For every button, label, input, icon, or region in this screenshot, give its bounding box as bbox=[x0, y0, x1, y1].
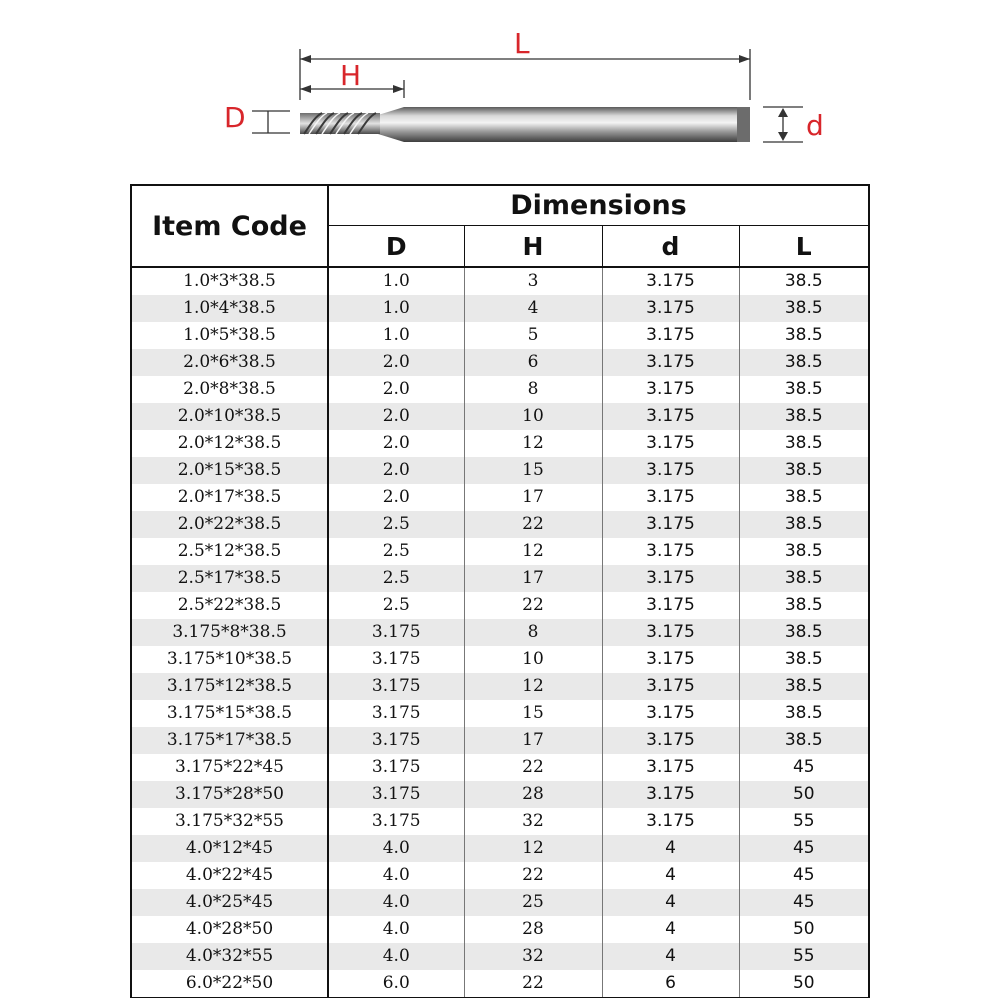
D-cell: 4.0 bbox=[328, 835, 464, 862]
L-cell: 38.5 bbox=[739, 700, 868, 727]
table-row bbox=[132, 538, 868, 565]
H-cell: 15 bbox=[464, 700, 602, 727]
H-cell: 17 bbox=[464, 727, 602, 754]
d-cell: 3.175 bbox=[602, 484, 739, 511]
table-row bbox=[132, 322, 868, 349]
table-row bbox=[132, 619, 868, 646]
table-row bbox=[132, 349, 868, 376]
D-cell: 3.175 bbox=[328, 727, 464, 754]
H-cell: 12 bbox=[464, 430, 602, 457]
cutting-diameter-dimension bbox=[252, 111, 290, 133]
L-cell: 38.5 bbox=[739, 538, 868, 565]
item-code-cell: 2.5*17*38.5 bbox=[132, 565, 328, 592]
item-code-cell: 2.0*8*38.5 bbox=[132, 376, 328, 403]
column-header-H: H bbox=[464, 226, 602, 267]
d-cell: 3.175 bbox=[602, 646, 739, 673]
d-cell: 3.175 bbox=[602, 376, 739, 403]
table-row bbox=[132, 403, 868, 430]
H-cell: 12 bbox=[464, 538, 602, 565]
table-header bbox=[132, 186, 868, 267]
item-code-cell: 3.175*32*55 bbox=[132, 808, 328, 835]
table-row bbox=[132, 430, 868, 457]
L-cell: 50 bbox=[739, 916, 868, 943]
flute-length-label: H bbox=[340, 59, 362, 92]
d-cell: 3.175 bbox=[602, 700, 739, 727]
table-row bbox=[132, 808, 868, 835]
spec-table bbox=[130, 184, 870, 998]
d-cell: 3.175 bbox=[602, 430, 739, 457]
d-cell: 4 bbox=[602, 889, 739, 916]
item-code-cell: 4.0*25*45 bbox=[132, 889, 328, 916]
item-code-cell: 1.0*4*38.5 bbox=[132, 295, 328, 322]
item-code-cell: 2.0*15*38.5 bbox=[132, 457, 328, 484]
d-cell: 3.175 bbox=[602, 808, 739, 835]
table-body bbox=[132, 267, 868, 997]
table-row bbox=[132, 565, 868, 592]
item-code-cell: 3.175*28*50 bbox=[132, 781, 328, 808]
H-cell: 15 bbox=[464, 457, 602, 484]
D-cell: 3.175 bbox=[328, 754, 464, 781]
item-code-cell: 3.175*12*38.5 bbox=[132, 673, 328, 700]
d-cell: 3.175 bbox=[602, 457, 739, 484]
L-cell: 38.5 bbox=[739, 727, 868, 754]
L-cell: 50 bbox=[739, 970, 868, 997]
H-cell: 22 bbox=[464, 511, 602, 538]
d-cell: 3.175 bbox=[602, 267, 739, 295]
L-cell: 38.5 bbox=[739, 592, 868, 619]
D-cell: 3.175 bbox=[328, 808, 464, 835]
H-cell: 22 bbox=[464, 592, 602, 619]
D-cell: 2.0 bbox=[328, 430, 464, 457]
D-cell: 4.0 bbox=[328, 943, 464, 970]
d-cell: 4 bbox=[602, 943, 739, 970]
L-cell: 38.5 bbox=[739, 511, 868, 538]
D-cell: 2.0 bbox=[328, 457, 464, 484]
D-cell: 2.0 bbox=[328, 376, 464, 403]
H-cell: 10 bbox=[464, 646, 602, 673]
table-row bbox=[132, 295, 868, 322]
H-cell: 12 bbox=[464, 835, 602, 862]
d-cell: 3.175 bbox=[602, 403, 739, 430]
D-cell: 1.0 bbox=[328, 295, 464, 322]
d-cell: 3.175 bbox=[602, 754, 739, 781]
item-code-cell: 2.0*22*38.5 bbox=[132, 511, 328, 538]
d-cell: 3.175 bbox=[602, 511, 739, 538]
item-code-cell: 2.0*10*38.5 bbox=[132, 403, 328, 430]
end-mill-tool bbox=[300, 107, 750, 142]
H-cell: 28 bbox=[464, 781, 602, 808]
item-code-cell: 4.0*22*45 bbox=[132, 862, 328, 889]
item-code-cell: 2.0*12*38.5 bbox=[132, 430, 328, 457]
H-cell: 22 bbox=[464, 970, 602, 997]
item-code-cell: 3.175*8*38.5 bbox=[132, 619, 328, 646]
D-cell: 4.0 bbox=[328, 889, 464, 916]
item-code-cell: 1.0*3*38.5 bbox=[132, 267, 328, 295]
H-cell: 8 bbox=[464, 376, 602, 403]
L-cell: 38.5 bbox=[739, 295, 868, 322]
L-cell: 38.5 bbox=[739, 484, 868, 511]
H-cell: 6 bbox=[464, 349, 602, 376]
D-cell: 1.0 bbox=[328, 322, 464, 349]
length-label: L bbox=[514, 27, 530, 60]
table-row bbox=[132, 457, 868, 484]
L-cell: 38.5 bbox=[739, 619, 868, 646]
D-cell: 1.0 bbox=[328, 267, 464, 295]
H-cell: 32 bbox=[464, 943, 602, 970]
column-header-d: d bbox=[602, 226, 739, 267]
H-cell: 12 bbox=[464, 673, 602, 700]
item-code-cell: 2.5*22*38.5 bbox=[132, 592, 328, 619]
d-cell: 3.175 bbox=[602, 349, 739, 376]
L-cell: 38.5 bbox=[739, 673, 868, 700]
table-row bbox=[132, 835, 868, 862]
H-cell: 10 bbox=[464, 403, 602, 430]
table-row bbox=[132, 889, 868, 916]
table-row bbox=[132, 511, 868, 538]
table-row bbox=[132, 943, 868, 970]
item-code-cell: 1.0*5*38.5 bbox=[132, 322, 328, 349]
table-row bbox=[132, 916, 868, 943]
L-cell: 38.5 bbox=[739, 267, 868, 295]
d-cell: 4 bbox=[602, 862, 739, 889]
d-cell: 4 bbox=[602, 835, 739, 862]
d-cell: 3.175 bbox=[602, 727, 739, 754]
table-row bbox=[132, 970, 868, 997]
L-cell: 38.5 bbox=[739, 403, 868, 430]
d-cell: 3.175 bbox=[602, 673, 739, 700]
H-cell: 28 bbox=[464, 916, 602, 943]
L-cell: 45 bbox=[739, 889, 868, 916]
L-cell: 45 bbox=[739, 754, 868, 781]
table-row bbox=[132, 700, 868, 727]
H-cell: 17 bbox=[464, 565, 602, 592]
shank-diameter-dimension bbox=[763, 107, 803, 142]
d-cell: 3.175 bbox=[602, 322, 739, 349]
spec-grid bbox=[132, 186, 868, 997]
d-cell: 3.175 bbox=[602, 592, 739, 619]
item-code-cell: 3.175*17*38.5 bbox=[132, 727, 328, 754]
H-cell: 32 bbox=[464, 808, 602, 835]
item-code-cell: 2.0*17*38.5 bbox=[132, 484, 328, 511]
d-cell: 3.175 bbox=[602, 565, 739, 592]
end-mill-drawing bbox=[0, 0, 1000, 180]
D-cell: 3.175 bbox=[328, 673, 464, 700]
D-cell: 2.0 bbox=[328, 484, 464, 511]
L-cell: 50 bbox=[739, 781, 868, 808]
table-row bbox=[132, 862, 868, 889]
H-cell: 8 bbox=[464, 619, 602, 646]
cutting-diameter-label: D bbox=[224, 101, 246, 134]
item-code-cell: 3.175*22*45 bbox=[132, 754, 328, 781]
L-cell: 38.5 bbox=[739, 565, 868, 592]
item-code-cell: 4.0*12*45 bbox=[132, 835, 328, 862]
d-cell: 3.175 bbox=[602, 538, 739, 565]
D-cell: 2.5 bbox=[328, 592, 464, 619]
d-cell: 3.175 bbox=[602, 295, 739, 322]
item-code-cell: 3.175*10*38.5 bbox=[132, 646, 328, 673]
table-row bbox=[132, 781, 868, 808]
D-cell: 3.175 bbox=[328, 646, 464, 673]
D-cell: 6.0 bbox=[328, 970, 464, 997]
H-cell: 22 bbox=[464, 862, 602, 889]
end-mill-diagram bbox=[0, 0, 1000, 180]
H-cell: 17 bbox=[464, 484, 602, 511]
D-cell: 3.175 bbox=[328, 700, 464, 727]
L-cell: 38.5 bbox=[739, 430, 868, 457]
H-cell: 5 bbox=[464, 322, 602, 349]
table-row bbox=[132, 727, 868, 754]
D-cell: 2.5 bbox=[328, 538, 464, 565]
D-cell: 2.5 bbox=[328, 511, 464, 538]
L-cell: 38.5 bbox=[739, 646, 868, 673]
L-cell: 38.5 bbox=[739, 322, 868, 349]
table-row bbox=[132, 267, 868, 295]
item-code-cell: 3.175*15*38.5 bbox=[132, 700, 328, 727]
item-code-cell: 4.0*32*55 bbox=[132, 943, 328, 970]
d-cell: 6 bbox=[602, 970, 739, 997]
item-code-header: Item Code bbox=[132, 186, 328, 267]
d-cell: 3.175 bbox=[602, 781, 739, 808]
L-cell: 55 bbox=[739, 808, 868, 835]
D-cell: 4.0 bbox=[328, 862, 464, 889]
shank-diameter-label: d bbox=[806, 109, 824, 142]
d-cell: 4 bbox=[602, 916, 739, 943]
D-cell: 3.175 bbox=[328, 619, 464, 646]
item-code-cell: 6.0*22*50 bbox=[132, 970, 328, 997]
L-cell: 38.5 bbox=[739, 349, 868, 376]
L-cell: 38.5 bbox=[739, 457, 868, 484]
D-cell: 4.0 bbox=[328, 916, 464, 943]
L-cell: 38.5 bbox=[739, 376, 868, 403]
D-cell: 3.175 bbox=[328, 781, 464, 808]
table-row bbox=[132, 673, 868, 700]
column-header-D: D bbox=[328, 226, 464, 267]
H-cell: 22 bbox=[464, 754, 602, 781]
item-code-cell: 2.0*6*38.5 bbox=[132, 349, 328, 376]
item-code-cell: 2.5*12*38.5 bbox=[132, 538, 328, 565]
table-row bbox=[132, 646, 868, 673]
H-cell: 25 bbox=[464, 889, 602, 916]
H-cell: 4 bbox=[464, 295, 602, 322]
item-code-cell: 4.0*28*50 bbox=[132, 916, 328, 943]
D-cell: 2.5 bbox=[328, 565, 464, 592]
table-row bbox=[132, 592, 868, 619]
dimensions-header: Dimensions bbox=[328, 186, 868, 226]
d-cell: 3.175 bbox=[602, 619, 739, 646]
L-cell: 55 bbox=[739, 943, 868, 970]
table-row bbox=[132, 376, 868, 403]
H-cell: 3 bbox=[464, 267, 602, 295]
L-cell: 45 bbox=[739, 862, 868, 889]
table-row bbox=[132, 484, 868, 511]
D-cell: 2.0 bbox=[328, 403, 464, 430]
table-row bbox=[132, 754, 868, 781]
D-cell: 2.0 bbox=[328, 349, 464, 376]
L-cell: 45 bbox=[739, 835, 868, 862]
column-header-L: L bbox=[739, 226, 868, 267]
